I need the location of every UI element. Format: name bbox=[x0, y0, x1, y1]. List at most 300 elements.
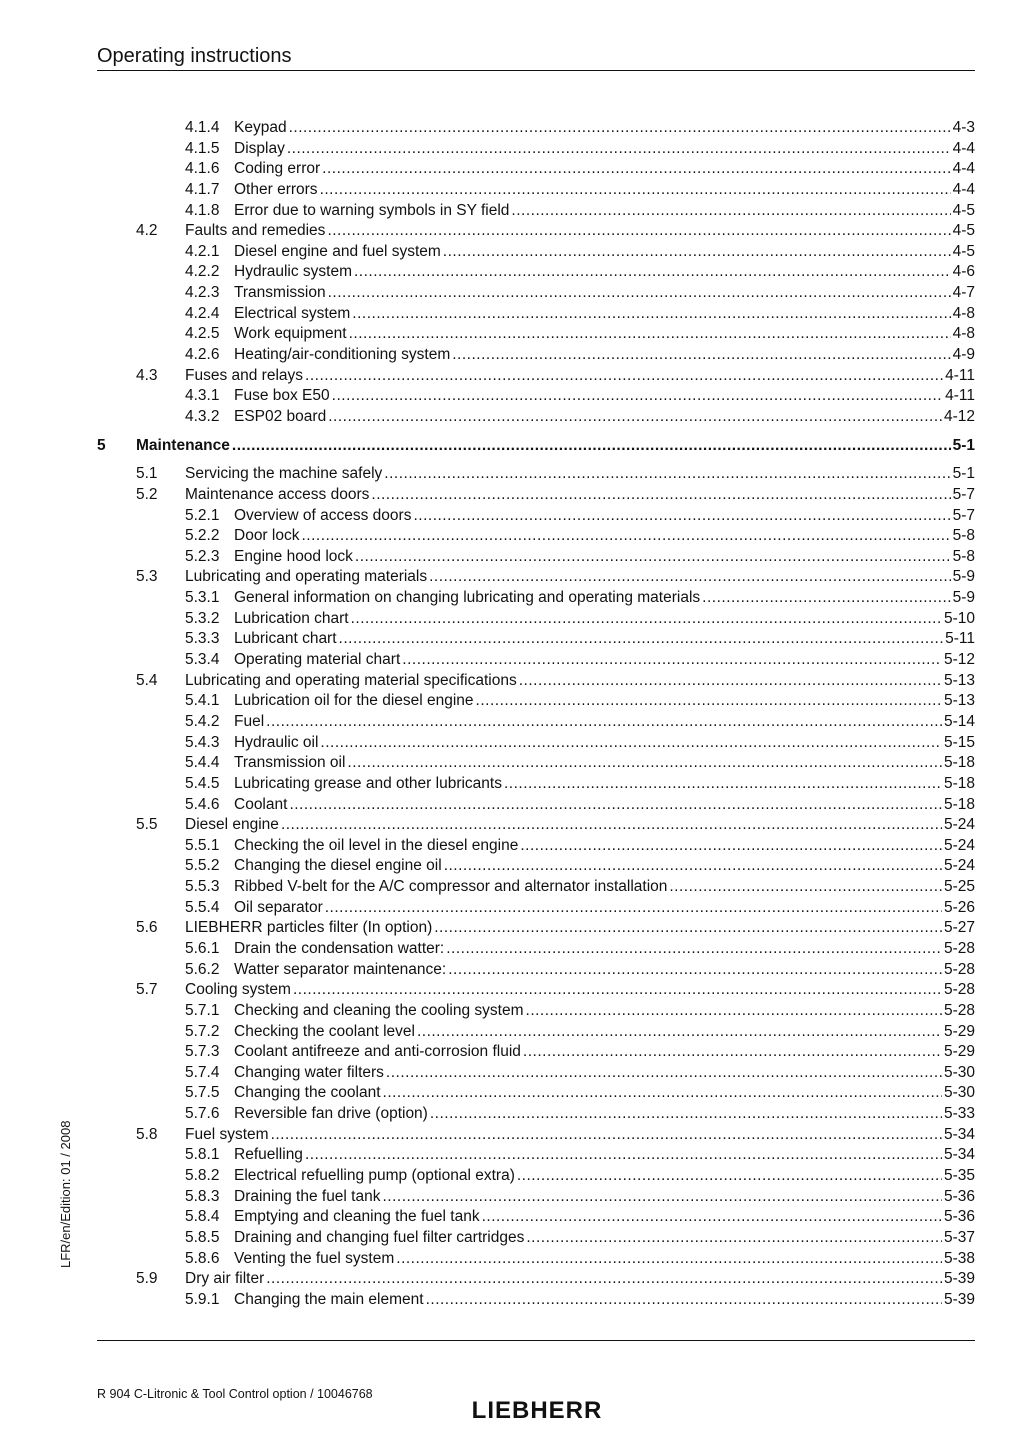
toc-entry[interactable] bbox=[97, 407, 975, 428]
toc-entry-number: 5.6 bbox=[136, 919, 158, 937]
toc-dot-leader bbox=[281, 815, 942, 835]
toc-entry-number: 5.1 bbox=[136, 465, 158, 483]
toc-entry-number: 5.8.1 bbox=[185, 1146, 220, 1164]
toc-dot-leader bbox=[434, 918, 942, 938]
toc-entry-page: 5-24 bbox=[943, 836, 975, 854]
toc-entry-line bbox=[234, 139, 975, 159]
toc-entry[interactable] bbox=[97, 366, 975, 387]
toc-entry[interactable] bbox=[97, 1001, 975, 1022]
toc-entry-number: 4.2.2 bbox=[185, 263, 220, 281]
toc-dot-leader bbox=[417, 1022, 942, 1042]
toc-dot-leader bbox=[384, 464, 950, 484]
toc-dot-leader bbox=[429, 567, 950, 587]
toc-entry[interactable] bbox=[97, 567, 975, 588]
toc-entry-title: Lubricant chart bbox=[234, 630, 337, 648]
toc-entry-line bbox=[234, 1063, 975, 1083]
toc-dot-leader bbox=[511, 201, 950, 221]
toc-entry-line bbox=[234, 1042, 975, 1062]
toc-dot-leader bbox=[305, 366, 943, 386]
toc-entry[interactable] bbox=[97, 506, 975, 527]
toc-dot-leader bbox=[355, 547, 951, 567]
toc-dot-leader bbox=[328, 283, 951, 303]
toc-entry-page: 5-24 bbox=[943, 857, 975, 875]
toc-entry-page: 4-6 bbox=[952, 263, 975, 281]
toc-entry-page: 5-1 bbox=[952, 436, 975, 454]
toc-entry-line bbox=[234, 588, 975, 608]
toc-entry-page: 5-35 bbox=[943, 1167, 975, 1185]
toc-entry-title: Drain the condensation watter: bbox=[234, 939, 445, 957]
toc-entry[interactable] bbox=[97, 960, 975, 981]
toc-dot-leader bbox=[526, 1001, 942, 1021]
toc-entry-title: Draining the fuel tank bbox=[234, 1187, 381, 1205]
toc-entry[interactable] bbox=[97, 856, 975, 877]
toc-entry[interactable] bbox=[97, 836, 975, 857]
toc-entry-number: 5.4.2 bbox=[185, 712, 220, 730]
toc-dot-leader bbox=[517, 1166, 942, 1186]
toc-entry-line bbox=[185, 918, 975, 938]
toc-entry-page: 5-18 bbox=[943, 754, 975, 772]
toc-entry-title: Emptying and cleaning the fuel tank bbox=[234, 1208, 480, 1226]
toc-entry-number: 5.3.4 bbox=[185, 651, 220, 669]
toc-entry[interactable] bbox=[97, 733, 975, 754]
toc-entry-page: 4-9 bbox=[952, 346, 975, 364]
toc-dot-leader bbox=[232, 436, 951, 456]
toc-entry[interactable] bbox=[97, 712, 975, 733]
toc-entry-number: 5.3.3 bbox=[185, 630, 220, 648]
toc-entry[interactable] bbox=[97, 671, 975, 692]
toc-entry-number: 5.7.1 bbox=[185, 1001, 220, 1019]
toc-entry-title: Changing water filters bbox=[234, 1063, 384, 1081]
toc-entry-page: 4-12 bbox=[943, 407, 975, 425]
toc-entry-title: Overview of access doors bbox=[234, 506, 412, 524]
toc-entry-page: 5-25 bbox=[943, 878, 975, 896]
toc-dot-leader bbox=[504, 774, 942, 794]
toc-entry-page: 4-4 bbox=[952, 180, 975, 198]
toc-entry-line bbox=[234, 629, 975, 649]
toc-entry[interactable] bbox=[97, 242, 975, 263]
toc-entry-line bbox=[234, 506, 975, 526]
toc-entry[interactable] bbox=[97, 815, 975, 836]
toc-entry-page: 5-33 bbox=[943, 1105, 975, 1123]
toc-entry-line bbox=[234, 180, 975, 200]
toc-entry-number: 5.8 bbox=[136, 1125, 158, 1143]
toc-entry-number: 4.1.5 bbox=[185, 139, 220, 157]
toc-chapter-entry[interactable] bbox=[97, 436, 975, 457]
toc-entry-line bbox=[234, 753, 975, 773]
toc-entry-line bbox=[234, 407, 975, 427]
toc-entry-line bbox=[234, 1104, 975, 1124]
toc-dot-leader bbox=[332, 386, 943, 406]
toc-entry-title: Electrical refuelling pump (optional extra) bbox=[234, 1167, 515, 1185]
toc-entry-title: Checking the coolant level bbox=[234, 1022, 415, 1040]
toc-entry[interactable] bbox=[97, 980, 975, 1001]
toc-entry-page: 4-4 bbox=[952, 139, 975, 157]
toc-entry[interactable] bbox=[97, 1104, 975, 1125]
toc-entry[interactable] bbox=[97, 1249, 975, 1270]
toc-dot-leader bbox=[320, 180, 951, 200]
toc-entry-number: 5.6.1 bbox=[185, 939, 220, 957]
toc-entry-number: 4.2 bbox=[136, 222, 158, 240]
toc-entry-title: Watter separator maintenance: bbox=[234, 960, 447, 978]
toc-entry-number: 4.1.8 bbox=[185, 201, 220, 219]
toc-entry-number: 5.9.1 bbox=[185, 1290, 220, 1308]
toc-entry-page: 4-5 bbox=[952, 242, 975, 260]
toc-dot-leader bbox=[523, 1042, 942, 1062]
toc-entry[interactable] bbox=[97, 283, 975, 304]
toc-entry-line bbox=[234, 939, 975, 959]
toc-entry-title: Diesel engine bbox=[185, 816, 279, 834]
toc-entry[interactable] bbox=[97, 898, 975, 919]
toc-entry-line bbox=[234, 733, 975, 753]
toc-entry-number: 5.7.2 bbox=[185, 1022, 220, 1040]
toc-dot-leader bbox=[482, 1207, 942, 1227]
toc-entry-page: 4-3 bbox=[952, 119, 975, 136]
toc-dot-leader bbox=[328, 407, 942, 427]
toc-entry-line bbox=[234, 856, 975, 876]
toc-entry-page: 5-28 bbox=[943, 1001, 975, 1019]
toc-entry[interactable] bbox=[97, 1269, 975, 1290]
toc-dot-leader bbox=[339, 629, 944, 649]
header-rule bbox=[97, 70, 975, 71]
toc-entry-title: Coding error bbox=[234, 160, 321, 178]
toc-entry[interactable] bbox=[97, 691, 975, 712]
toc-entry[interactable] bbox=[97, 180, 975, 201]
footer-rule bbox=[97, 1340, 975, 1341]
toc-dot-leader bbox=[452, 345, 950, 365]
toc-entry[interactable] bbox=[97, 753, 975, 774]
toc-entry-page: 5-28 bbox=[943, 981, 975, 999]
toc-entry-page: 4-7 bbox=[952, 284, 975, 302]
table-of-contents bbox=[97, 118, 975, 1311]
toc-entry-number: 4.3.1 bbox=[185, 387, 220, 405]
toc-entry-line bbox=[185, 221, 975, 241]
toc-entry[interactable] bbox=[97, 650, 975, 671]
toc-entry-line bbox=[234, 1001, 975, 1021]
toc-entry-page: 5-11 bbox=[945, 630, 975, 648]
toc-entry-line bbox=[185, 1125, 975, 1145]
toc-dot-leader bbox=[386, 1063, 942, 1083]
toc-entry-line bbox=[234, 242, 975, 262]
toc-entry-page: 5-36 bbox=[943, 1208, 975, 1226]
toc-entry-number: 4.3.2 bbox=[185, 407, 220, 425]
toc-entry-page: 5-37 bbox=[943, 1228, 975, 1246]
toc-entry[interactable] bbox=[97, 386, 975, 407]
toc-entry-title: Changing the main element bbox=[234, 1290, 424, 1308]
toc-entry[interactable] bbox=[97, 939, 975, 960]
toc-entry-page: 5-18 bbox=[943, 774, 975, 792]
toc-dot-leader bbox=[371, 485, 950, 505]
toc-entry-line bbox=[234, 712, 975, 732]
toc-dot-leader bbox=[305, 1145, 942, 1165]
toc-entry[interactable] bbox=[97, 201, 975, 222]
toc-entry-line bbox=[234, 118, 975, 138]
toc-entry-page: 5-18 bbox=[943, 795, 975, 813]
toc-entry[interactable] bbox=[97, 547, 975, 568]
toc-entry-page: 5-13 bbox=[943, 692, 975, 710]
toc-entry[interactable] bbox=[97, 159, 975, 180]
toc-entry-line bbox=[234, 960, 975, 980]
toc-entry-title: Fuse box E50 bbox=[234, 387, 330, 405]
toc-entry-line bbox=[234, 386, 975, 406]
toc-dot-leader bbox=[287, 139, 951, 159]
toc-dot-leader bbox=[354, 262, 951, 282]
toc-entry[interactable] bbox=[97, 1207, 975, 1228]
toc-entry[interactable] bbox=[97, 118, 975, 139]
toc-entry[interactable] bbox=[97, 526, 975, 547]
toc-dot-leader bbox=[413, 506, 950, 526]
toc-dot-leader bbox=[702, 588, 950, 608]
toc-entry-line bbox=[234, 1083, 975, 1103]
toc-dot-leader bbox=[327, 221, 950, 241]
toc-entry-line bbox=[234, 526, 975, 546]
toc-entry-line bbox=[185, 567, 975, 587]
toc-entry-page: 5-15 bbox=[943, 733, 975, 751]
toc-entry[interactable] bbox=[97, 774, 975, 795]
liebherr-logo bbox=[456, 1396, 618, 1422]
toc-entry-number: 4.1.4 bbox=[185, 119, 220, 136]
toc-entry-page: 5-12 bbox=[943, 651, 975, 669]
toc-entry-number: 5.4 bbox=[136, 671, 158, 689]
toc-entry[interactable] bbox=[97, 1228, 975, 1249]
toc-entry-title: Transmission bbox=[234, 284, 326, 302]
toc-entry-title: Reversible fan drive (option) bbox=[234, 1105, 428, 1123]
toc-entry-title: Other errors bbox=[234, 180, 318, 198]
toc-entry-number: 4.2.3 bbox=[185, 284, 220, 302]
toc-entry-title: Checking and cleaning the cooling system bbox=[234, 1001, 524, 1019]
toc-entry-title: LIEBHERR particles filter (In option) bbox=[185, 919, 433, 937]
toc-entry-number: 5.9 bbox=[136, 1270, 158, 1288]
toc-spacer bbox=[97, 456, 975, 464]
toc-entry[interactable] bbox=[97, 629, 975, 650]
toc-dot-leader bbox=[443, 242, 951, 262]
toc-dot-leader bbox=[349, 324, 951, 344]
toc-entry-page: 5-29 bbox=[943, 1022, 975, 1040]
toc-entry-line bbox=[234, 650, 975, 670]
toc-entry-title: Maintenance bbox=[136, 436, 230, 454]
toc-entry-title: Ribbed V-belt for the A/C compressor and alternator installation bbox=[234, 878, 668, 896]
toc-entry[interactable] bbox=[97, 262, 975, 283]
toc-entry-title: Error due to warning symbols in SY field bbox=[234, 201, 510, 219]
toc-entry-line bbox=[234, 609, 975, 629]
toc-entry-line bbox=[185, 815, 975, 835]
toc-entry-number: 4.2.5 bbox=[185, 325, 220, 343]
toc-entry-line bbox=[234, 1228, 975, 1248]
toc-entry-number: 5.7.6 bbox=[185, 1105, 220, 1123]
toc-entry-line bbox=[234, 836, 975, 856]
toc-entry[interactable] bbox=[97, 1083, 975, 1104]
toc-entry-title: Door lock bbox=[234, 527, 300, 545]
toc-entry-page: 5-38 bbox=[943, 1249, 975, 1267]
toc-entry[interactable] bbox=[97, 345, 975, 366]
toc-entry-number: 5.4.4 bbox=[185, 754, 220, 772]
toc-dot-leader bbox=[426, 1290, 942, 1310]
toc-entry-page: 4-11 bbox=[945, 387, 975, 405]
toc-entry[interactable] bbox=[97, 609, 975, 630]
toc-entry-number: 5.7.4 bbox=[185, 1063, 220, 1081]
toc-entry-number: 4.3 bbox=[136, 366, 158, 384]
toc-dot-leader bbox=[320, 733, 942, 753]
toc-entry-page: 5-27 bbox=[943, 919, 975, 937]
toc-entry-page: 5-28 bbox=[943, 939, 975, 957]
toc-entry-title: Venting the fuel system bbox=[234, 1249, 395, 1267]
toc-entry-number: 5.7 bbox=[136, 981, 158, 999]
toc-entry-line bbox=[234, 159, 975, 179]
toc-entry-page: 5-13 bbox=[943, 671, 975, 689]
toc-entry-page: 4-8 bbox=[952, 325, 975, 343]
toc-entry[interactable] bbox=[97, 485, 975, 506]
toc-entry-line bbox=[234, 262, 975, 282]
toc-entry-number: 5.2.3 bbox=[185, 547, 220, 565]
toc-entry[interactable] bbox=[97, 1042, 975, 1063]
toc-entry-title: Changing the diesel engine oil bbox=[234, 857, 442, 875]
toc-dot-leader bbox=[347, 753, 942, 773]
toc-entry-number: 4.2.6 bbox=[185, 346, 220, 364]
toc-entry-number: 5.4.6 bbox=[185, 795, 220, 813]
toc-entry-number: 5.3 bbox=[136, 568, 158, 586]
toc-entry-title: Refuelling bbox=[234, 1146, 303, 1164]
toc-entry-line bbox=[185, 671, 975, 691]
toc-entry[interactable] bbox=[97, 1125, 975, 1146]
toc-entry-title: Diesel engine and fuel system bbox=[234, 242, 441, 260]
toc-entry-title: Changing the coolant bbox=[234, 1084, 381, 1102]
toc-entry-number: 5.3.2 bbox=[185, 609, 220, 627]
toc-entry-line bbox=[234, 1166, 975, 1186]
toc-entry-line bbox=[185, 366, 975, 386]
toc-entry-number: 5.2 bbox=[136, 485, 158, 503]
toc-dot-leader bbox=[448, 960, 942, 980]
toc-entry-title: Fuel system bbox=[185, 1125, 269, 1143]
toc-entry-title: Dry air filter bbox=[185, 1270, 265, 1288]
toc-entry-line bbox=[234, 283, 975, 303]
toc-entry-page: 5-26 bbox=[943, 898, 975, 916]
toc-entry-page: 4-5 bbox=[952, 201, 975, 219]
toc-entry-number: 5.5.4 bbox=[185, 898, 220, 916]
toc-entry-page: 5-9 bbox=[952, 568, 975, 586]
toc-entry-page: 4-8 bbox=[952, 304, 975, 322]
toc-entry[interactable] bbox=[97, 918, 975, 939]
toc-entry[interactable] bbox=[97, 1187, 975, 1208]
toc-dot-leader bbox=[669, 877, 942, 897]
toc-entry-title: Electrical system bbox=[234, 304, 351, 322]
toc-dot-leader bbox=[519, 671, 942, 691]
toc-entry-title: Keypad bbox=[234, 119, 287, 136]
toc-entry[interactable] bbox=[97, 324, 975, 345]
toc-entry-number: 5.5.2 bbox=[185, 857, 220, 875]
toc-dot-leader bbox=[396, 1249, 942, 1269]
toc-entry-line bbox=[234, 898, 975, 918]
toc-entry-number: 4.1.7 bbox=[185, 180, 220, 198]
toc-entry-number: 5.5.3 bbox=[185, 878, 220, 896]
toc-entry-line bbox=[234, 795, 975, 815]
toc-entry[interactable] bbox=[97, 139, 975, 160]
toc-entry[interactable] bbox=[97, 877, 975, 898]
toc-entry-line bbox=[234, 1207, 975, 1227]
toc-entry-title: Checking the oil level in the diesel engine bbox=[234, 836, 519, 854]
toc-entry[interactable] bbox=[97, 464, 975, 485]
toc-entry-line bbox=[234, 1145, 975, 1165]
toc-entry-number: 5.4.3 bbox=[185, 733, 220, 751]
toc-entry-title: Servicing the machine safely bbox=[185, 465, 383, 483]
toc-entry-title: Coolant antifreeze and anti-corrosion fluid bbox=[234, 1043, 521, 1061]
toc-entry-line bbox=[234, 774, 975, 794]
toc-entry-title: Engine hood lock bbox=[234, 547, 353, 565]
toc-entry-number: 4.2.1 bbox=[185, 242, 220, 260]
toc-entry-number: 5.4.1 bbox=[185, 692, 220, 710]
toc-entry-number: 5.5.1 bbox=[185, 836, 220, 854]
toc-entry-page: 5-7 bbox=[952, 485, 975, 503]
toc-entry-page: 4-11 bbox=[945, 366, 975, 384]
toc-entry-title: General information on changing lubricating and operating materials bbox=[234, 589, 701, 607]
toc-dot-leader bbox=[402, 650, 942, 670]
toc-entry-page: 5-36 bbox=[943, 1187, 975, 1205]
toc-entry[interactable] bbox=[97, 795, 975, 816]
toc-dot-leader bbox=[430, 1104, 942, 1124]
toc-entry[interactable] bbox=[97, 1063, 975, 1084]
toc-entry-title: ESP02 board bbox=[234, 407, 327, 425]
toc-dot-leader bbox=[322, 159, 950, 179]
toc-dot-leader bbox=[352, 304, 950, 324]
toc-entry-title: Display bbox=[234, 139, 285, 157]
toc-entry-line bbox=[234, 201, 975, 221]
toc-entry-number: 4.1.6 bbox=[185, 160, 220, 178]
toc-entry-line bbox=[185, 485, 975, 505]
toc-dot-leader bbox=[266, 1269, 942, 1289]
toc-dot-leader bbox=[383, 1083, 942, 1103]
toc-dot-leader bbox=[301, 526, 950, 546]
toc-entry-line bbox=[234, 877, 975, 897]
toc-entry-title: Hydraulic oil bbox=[234, 733, 319, 751]
toc-entry-line bbox=[234, 1187, 975, 1207]
toc-entry-number: 5 bbox=[97, 436, 106, 454]
toc-entry[interactable] bbox=[97, 588, 975, 609]
toc-entry-page: 5-1 bbox=[952, 465, 975, 483]
toc-entry-title: Lubricating and operating material specifications bbox=[185, 671, 517, 689]
toc-entry-page: 4-4 bbox=[952, 160, 975, 178]
toc-entry-page: 5-8 bbox=[952, 527, 975, 545]
toc-entry-line bbox=[234, 1022, 975, 1042]
toc-entry-page: 4-5 bbox=[952, 222, 975, 240]
toc-dot-leader bbox=[382, 1187, 941, 1207]
toc-dot-leader bbox=[289, 118, 951, 138]
logo-wordmark: LIEBHERR bbox=[471, 1397, 603, 1422]
toc-entry[interactable] bbox=[97, 221, 975, 242]
toc-dot-leader bbox=[325, 898, 942, 918]
toc-entry[interactable] bbox=[97, 1022, 975, 1043]
toc-entry-number: 5.4.5 bbox=[185, 774, 220, 792]
toc-entry-page: 5-24 bbox=[943, 816, 975, 834]
toc-entry-title: Lubricating grease and other lubricants bbox=[234, 774, 502, 792]
toc-entry-page: 5-34 bbox=[943, 1146, 975, 1164]
toc-entry-line bbox=[234, 304, 975, 324]
toc-entry-page: 5-30 bbox=[943, 1063, 975, 1081]
toc-entry-number: 5.6.2 bbox=[185, 960, 220, 978]
toc-entry[interactable] bbox=[97, 304, 975, 325]
toc-entry-number: 5.7.5 bbox=[185, 1084, 220, 1102]
toc-entry-title: Cooling system bbox=[185, 981, 291, 999]
toc-entry-page: 5-14 bbox=[943, 712, 975, 730]
toc-dot-leader bbox=[444, 856, 942, 876]
edition-label: LFR/en/Edition: 01 / 2008 bbox=[58, 1120, 73, 1268]
toc-dot-leader bbox=[293, 980, 942, 1000]
toc-entry[interactable] bbox=[97, 1166, 975, 1187]
toc-entry-number: 4.2.4 bbox=[185, 304, 220, 322]
toc-entry-title: Lubrication chart bbox=[234, 609, 349, 627]
toc-entry-page: 5-10 bbox=[943, 609, 975, 627]
toc-entry[interactable] bbox=[97, 1290, 975, 1311]
toc-entry[interactable] bbox=[97, 1145, 975, 1166]
toc-entry-number: 5.8.6 bbox=[185, 1249, 220, 1267]
toc-entry-page: 5-7 bbox=[952, 506, 975, 524]
